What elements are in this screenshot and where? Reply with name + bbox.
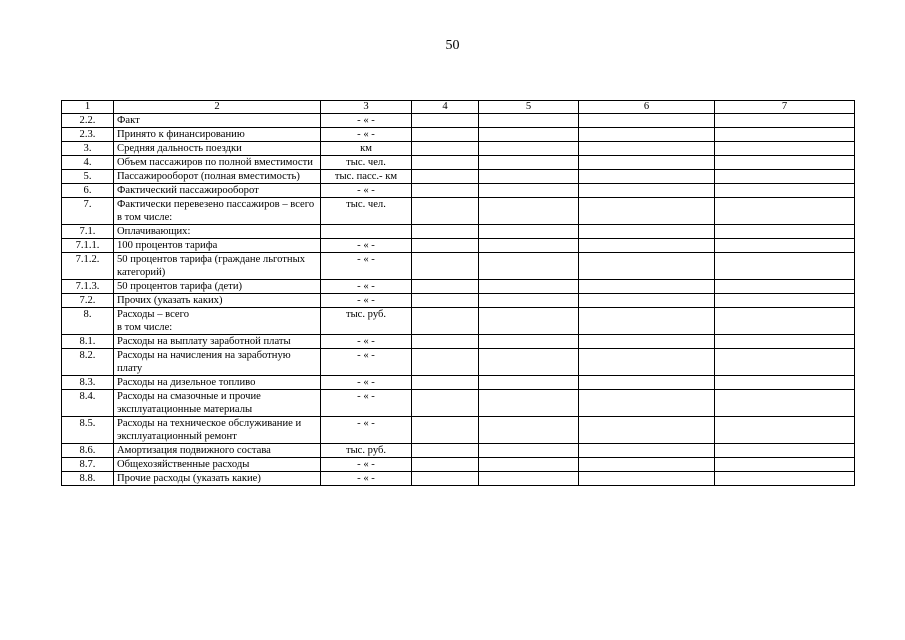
row-unit: тыс. руб. bbox=[321, 308, 412, 335]
row-unit bbox=[321, 225, 412, 239]
row-unit: - « - bbox=[321, 184, 412, 198]
row-label: Оплачивающих: bbox=[114, 225, 321, 239]
row-unit: - « - bbox=[321, 128, 412, 142]
empty-cell bbox=[479, 335, 579, 349]
row-unit: тыс. пасс.- км bbox=[321, 170, 412, 184]
row-number: 4. bbox=[62, 156, 114, 170]
empty-cell bbox=[479, 458, 579, 472]
row-label: 50 процентов тарифа (дети) bbox=[114, 280, 321, 294]
empty-cell bbox=[412, 308, 479, 335]
row-unit: тыс. чел. bbox=[321, 198, 412, 225]
empty-cell bbox=[715, 198, 855, 225]
table-row bbox=[62, 280, 855, 294]
table-row bbox=[62, 225, 855, 239]
table-row bbox=[62, 335, 855, 349]
empty-cell bbox=[715, 225, 855, 239]
empty-cell bbox=[479, 444, 579, 458]
header-cell: 5 bbox=[479, 101, 579, 114]
row-label: Расходы на техническое обслуживание и эксплуатационный ремонт bbox=[114, 417, 321, 444]
row-number: 7. bbox=[62, 198, 114, 225]
empty-cell bbox=[715, 114, 855, 128]
empty-cell bbox=[412, 225, 479, 239]
empty-cell bbox=[715, 349, 855, 376]
row-number: 7.1.1. bbox=[62, 239, 114, 253]
row-unit: км bbox=[321, 142, 412, 156]
row-number: 7.1.2. bbox=[62, 253, 114, 280]
empty-cell bbox=[579, 253, 715, 280]
row-label: Расходы на смазочные и прочие эксплуатационные материалы bbox=[114, 390, 321, 417]
empty-cell bbox=[715, 294, 855, 308]
empty-cell bbox=[412, 184, 479, 198]
row-label: Пассажирооборот (полная вместимость) bbox=[114, 170, 321, 184]
empty-cell bbox=[479, 128, 579, 142]
empty-cell bbox=[579, 156, 715, 170]
empty-cell bbox=[579, 472, 715, 486]
row-label: Прочие расходы (указать какие) bbox=[114, 472, 321, 486]
row-number: 8.2. bbox=[62, 349, 114, 376]
row-label: Расходы – всего в том числе: bbox=[114, 308, 321, 335]
empty-cell bbox=[715, 458, 855, 472]
header-cell: 7 bbox=[715, 101, 855, 114]
row-number: 8.3. bbox=[62, 376, 114, 390]
empty-cell bbox=[412, 335, 479, 349]
table-row bbox=[62, 458, 855, 472]
row-number: 8.4. bbox=[62, 390, 114, 417]
empty-cell bbox=[579, 349, 715, 376]
empty-cell bbox=[715, 390, 855, 417]
row-number: 6. bbox=[62, 184, 114, 198]
row-number: 8.5. bbox=[62, 417, 114, 444]
empty-cell bbox=[479, 225, 579, 239]
row-label: Расходы на выплату заработной платы bbox=[114, 335, 321, 349]
table-row bbox=[62, 308, 855, 335]
table-row bbox=[62, 253, 855, 280]
table-row bbox=[62, 376, 855, 390]
empty-cell bbox=[412, 198, 479, 225]
empty-cell bbox=[715, 472, 855, 486]
empty-cell bbox=[479, 184, 579, 198]
table-row bbox=[62, 444, 855, 458]
row-number: 7.2. bbox=[62, 294, 114, 308]
row-label: Расходы на дизельное топливо bbox=[114, 376, 321, 390]
empty-cell bbox=[715, 444, 855, 458]
row-label: Принято к финансированию bbox=[114, 128, 321, 142]
empty-cell bbox=[579, 294, 715, 308]
row-label: Фактический пассажирооборот bbox=[114, 184, 321, 198]
row-unit: - « - bbox=[321, 294, 412, 308]
empty-cell bbox=[412, 294, 479, 308]
empty-cell bbox=[479, 142, 579, 156]
row-number: 2.3. bbox=[62, 128, 114, 142]
row-label: 100 процентов тарифа bbox=[114, 239, 321, 253]
table-row bbox=[62, 349, 855, 376]
table-row bbox=[62, 142, 855, 156]
empty-cell bbox=[412, 417, 479, 444]
empty-cell bbox=[479, 280, 579, 294]
empty-cell bbox=[479, 417, 579, 444]
empty-cell bbox=[412, 239, 479, 253]
row-number: 8.6. bbox=[62, 444, 114, 458]
header-cell: 4 bbox=[412, 101, 479, 114]
empty-cell bbox=[579, 225, 715, 239]
empty-cell bbox=[579, 198, 715, 225]
empty-cell bbox=[479, 253, 579, 280]
empty-cell bbox=[479, 294, 579, 308]
empty-cell bbox=[479, 349, 579, 376]
empty-cell bbox=[479, 239, 579, 253]
empty-cell bbox=[579, 335, 715, 349]
row-number: 2.2. bbox=[62, 114, 114, 128]
empty-cell bbox=[579, 184, 715, 198]
empty-cell bbox=[412, 376, 479, 390]
empty-cell bbox=[715, 156, 855, 170]
empty-cell bbox=[715, 142, 855, 156]
empty-cell bbox=[412, 114, 479, 128]
empty-cell bbox=[579, 458, 715, 472]
empty-cell bbox=[412, 142, 479, 156]
empty-cell bbox=[579, 390, 715, 417]
header-cell: 3 bbox=[321, 101, 412, 114]
row-unit: - « - bbox=[321, 114, 412, 128]
table-row bbox=[62, 114, 855, 128]
empty-cell bbox=[579, 376, 715, 390]
empty-cell bbox=[479, 472, 579, 486]
row-unit: - « - bbox=[321, 280, 412, 294]
page-number: 50 bbox=[445, 38, 460, 53]
row-unit: - « - bbox=[321, 417, 412, 444]
row-label: Прочих (указать каких) bbox=[114, 294, 321, 308]
empty-cell bbox=[479, 170, 579, 184]
table-row bbox=[62, 198, 855, 225]
empty-cell bbox=[715, 184, 855, 198]
empty-cell bbox=[715, 239, 855, 253]
empty-cell bbox=[715, 308, 855, 335]
row-label: Средняя дальность поездки bbox=[114, 142, 321, 156]
empty-cell bbox=[412, 390, 479, 417]
empty-cell bbox=[715, 280, 855, 294]
row-label: 50 процентов тарифа (граждане льготных категорий) bbox=[114, 253, 321, 280]
table-row bbox=[62, 390, 855, 417]
header-cell: 1 bbox=[62, 101, 114, 114]
empty-cell bbox=[715, 417, 855, 444]
empty-cell bbox=[412, 472, 479, 486]
row-unit: - « - bbox=[321, 253, 412, 280]
empty-cell bbox=[412, 349, 479, 376]
table-row bbox=[62, 170, 855, 184]
empty-cell bbox=[412, 444, 479, 458]
row-unit: - « - bbox=[321, 349, 412, 376]
empty-cell bbox=[715, 335, 855, 349]
empty-cell bbox=[412, 253, 479, 280]
header-row bbox=[62, 101, 855, 114]
empty-cell bbox=[579, 239, 715, 253]
row-unit: - « - bbox=[321, 472, 412, 486]
table-row bbox=[62, 156, 855, 170]
row-label: Расходы на начисления на заработную плату bbox=[114, 349, 321, 376]
table-row bbox=[62, 239, 855, 253]
row-number: 5. bbox=[62, 170, 114, 184]
row-number: 8. bbox=[62, 308, 114, 335]
row-label: Амортизация подвижного состава bbox=[114, 444, 321, 458]
row-label: Фактически перевезено пассажиров – всего в том числе: bbox=[114, 198, 321, 225]
row-number: 3. bbox=[62, 142, 114, 156]
empty-cell bbox=[412, 156, 479, 170]
table-row bbox=[62, 417, 855, 444]
row-unit: - « - bbox=[321, 376, 412, 390]
table-row bbox=[62, 128, 855, 142]
table-body bbox=[62, 101, 855, 486]
empty-cell bbox=[579, 444, 715, 458]
row-number: 7.1. bbox=[62, 225, 114, 239]
row-unit: - « - bbox=[321, 239, 412, 253]
empty-cell bbox=[412, 458, 479, 472]
row-number: 8.8. bbox=[62, 472, 114, 486]
row-unit: - « - bbox=[321, 390, 412, 417]
row-number: 7.1.3. bbox=[62, 280, 114, 294]
empty-cell bbox=[579, 128, 715, 142]
table-row bbox=[62, 294, 855, 308]
row-unit: тыс. руб. bbox=[321, 444, 412, 458]
row-number: 8.7. bbox=[62, 458, 114, 472]
empty-cell bbox=[479, 376, 579, 390]
empty-cell bbox=[412, 170, 479, 184]
empty-cell bbox=[412, 128, 479, 142]
empty-cell bbox=[715, 170, 855, 184]
empty-cell bbox=[579, 114, 715, 128]
row-label: Факт bbox=[114, 114, 321, 128]
header-cell: 2 bbox=[114, 101, 321, 114]
empty-cell bbox=[579, 142, 715, 156]
empty-cell bbox=[579, 280, 715, 294]
empty-cell bbox=[479, 156, 579, 170]
empty-cell bbox=[715, 376, 855, 390]
row-unit: - « - bbox=[321, 335, 412, 349]
row-number: 8.1. bbox=[62, 335, 114, 349]
empty-cell bbox=[579, 417, 715, 444]
empty-cell bbox=[412, 280, 479, 294]
empty-cell bbox=[479, 114, 579, 128]
row-label: Общехозяйственные расходы bbox=[114, 458, 321, 472]
empty-cell bbox=[579, 170, 715, 184]
row-unit: тыс. чел. bbox=[321, 156, 412, 170]
empty-cell bbox=[715, 128, 855, 142]
empty-cell bbox=[479, 308, 579, 335]
report-table bbox=[61, 100, 855, 486]
header-cell: 6 bbox=[579, 101, 715, 114]
table-row bbox=[62, 472, 855, 486]
empty-cell bbox=[579, 308, 715, 335]
empty-cell bbox=[479, 198, 579, 225]
empty-cell bbox=[715, 253, 855, 280]
table-row bbox=[62, 184, 855, 198]
empty-cell bbox=[479, 390, 579, 417]
row-label: Объем пассажиров по полной вместимости bbox=[114, 156, 321, 170]
row-unit: - « - bbox=[321, 458, 412, 472]
